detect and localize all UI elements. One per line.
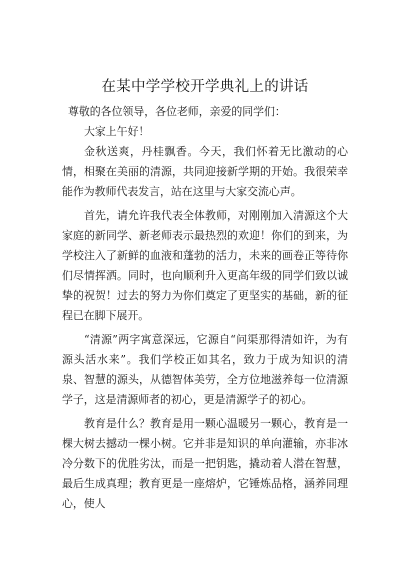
document-title: 在某中学学校开学典礼上的讲话 — [101, 79, 309, 95]
paragraph-opening: 金秋送爽，丹桂飘香。今天，我们怀着无比激动的心情，相聚在美丽的清源，共同迎接新学期的开始。我很荣幸能作为教师代表发言，站在这里与大家交流心声。 — [62, 145, 348, 198]
paragraph-education: 教育是什么？教育是用一颗心温暖另一颗心，教育是一棵大树去撼动一棵小树。它并非是知识的单向灌输，亦非冰冷分数下的优胜劣汰，而是一把钥匙，撬动着人潜在智慧，最后生成真理；教育更是一座熔炉，它锤炼品格，涵养同理心，使人 — [62, 417, 348, 510]
salutation: 尊敬的各位领导，各位老师，亲爱的同学们： — [68, 105, 286, 118]
paragraph-welcome: 首先，请允许我代表全体教师，对刚刚加入清源这个大家庭的新同学、新老师表示最热烈的欢迎！你们的到来，为学校注入了新鲜的血液和蓬勃的活力，未来的画卷正等待你们尽情挥洒。同时，也向顺利升入更高年级的同学们致以诚挚的祝贺！过去的努力为你们奠定了更坚实的基础，新的征程已在脚下展开。 — [62, 209, 348, 322]
document-page — [62, 78, 348, 514]
paragraph-school-name: “清源”两字寓意深远，它源自“问渠那得清如许，为有源头活水来”。我们学校正如其名，致力于成为知识的清泉、智慧的源头，从德智体美劳，全方位地滋养每一位清源学子，这是清源师者的初心，更是清源学子的初心。 — [62, 333, 348, 406]
greeting: 大家上午好！ — [84, 125, 150, 138]
